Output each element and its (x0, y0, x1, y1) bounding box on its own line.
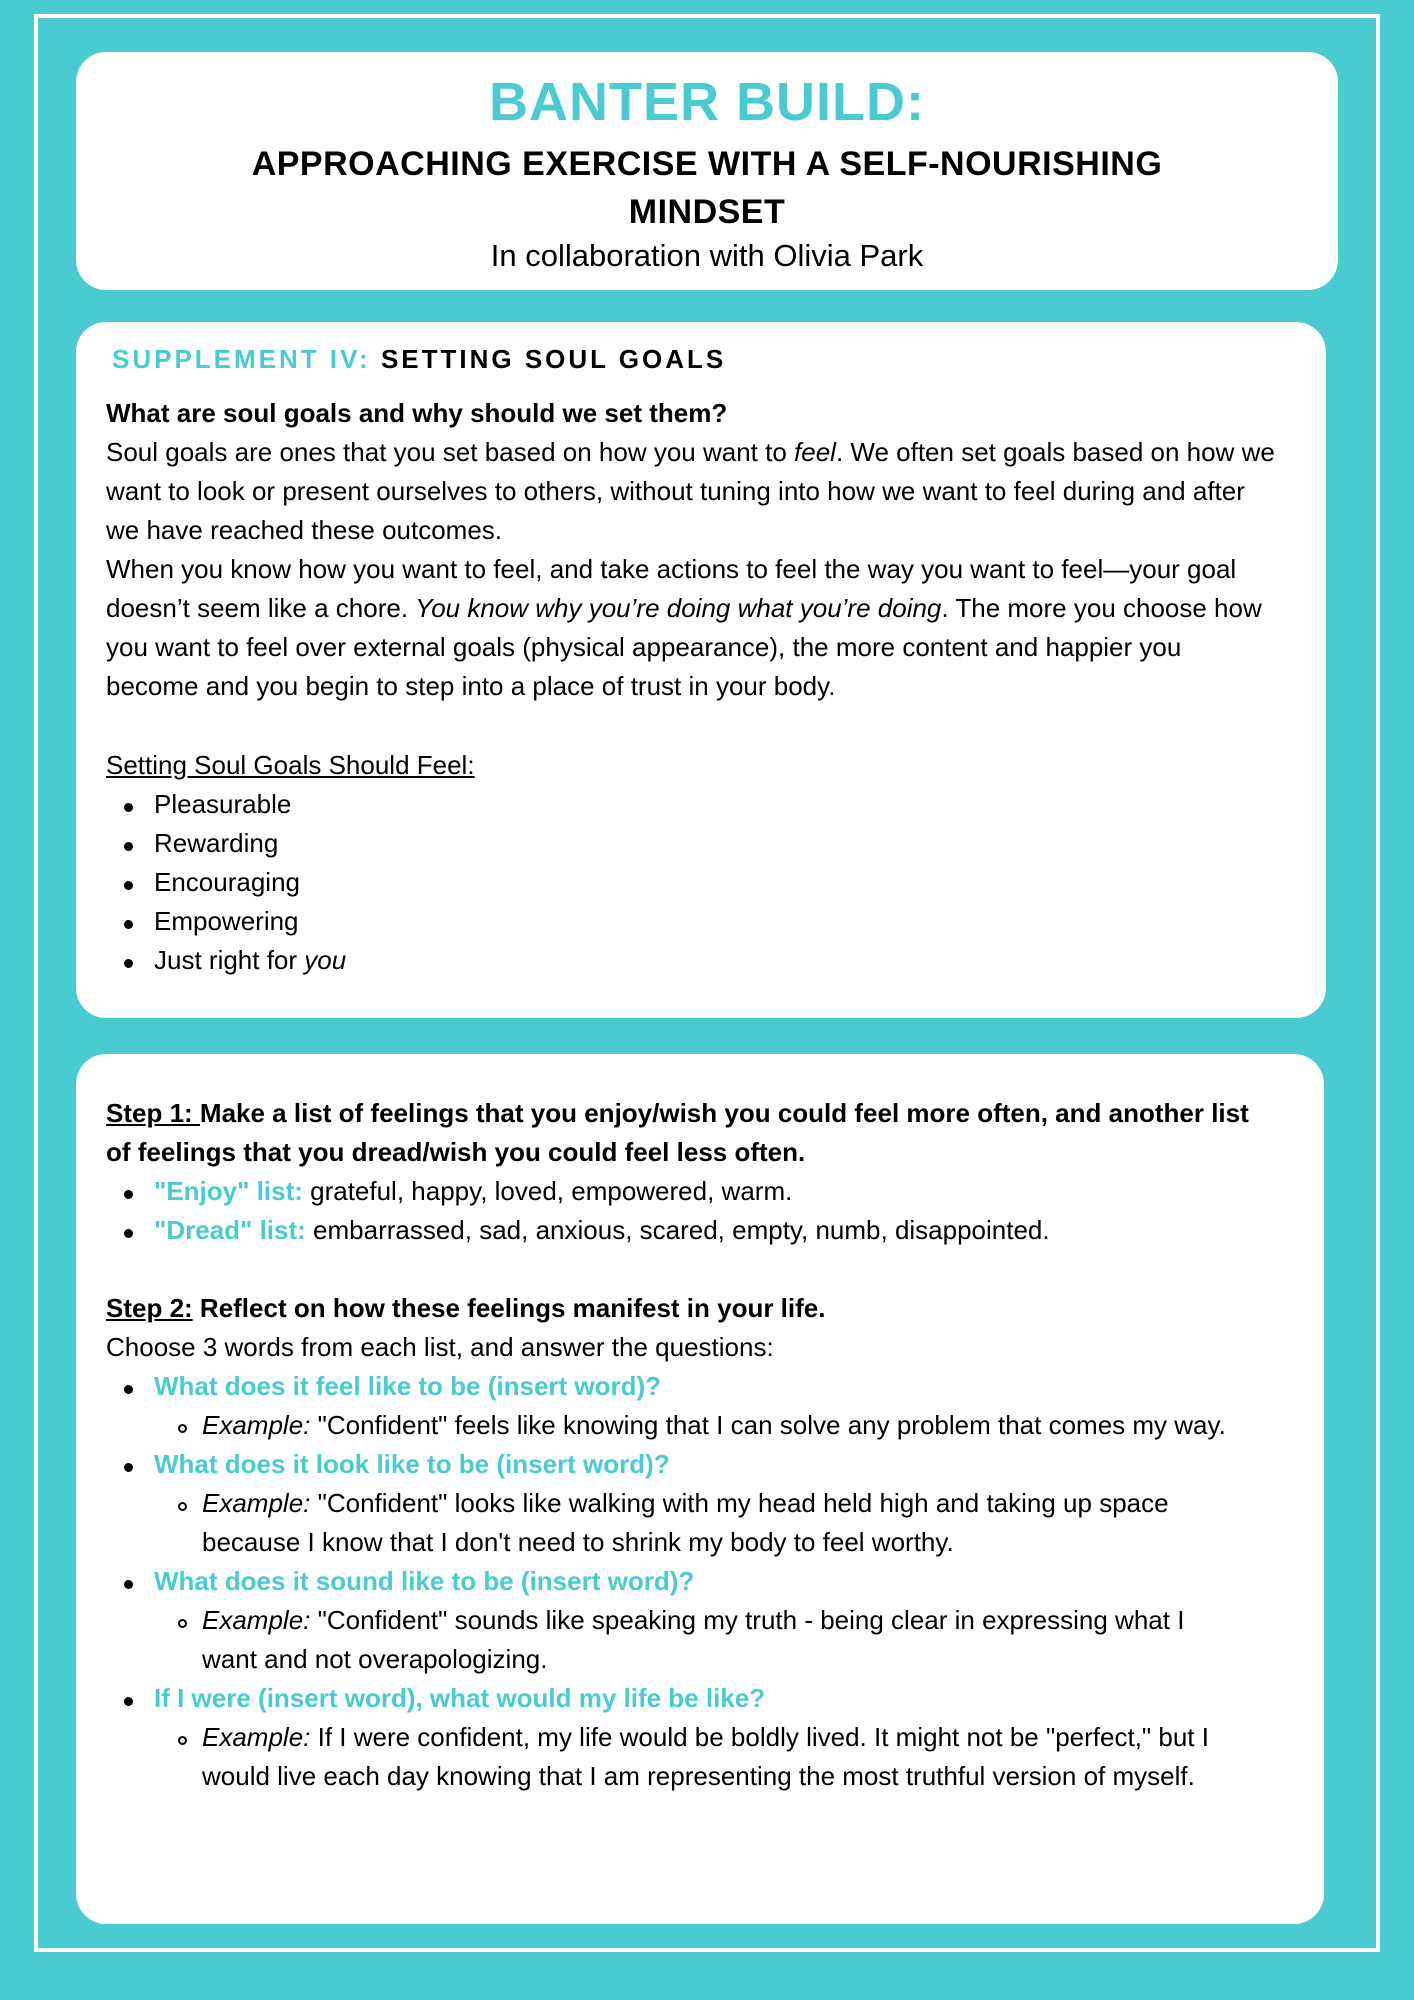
enjoy-list: "Enjoy" list: grateful, happy, loved, empowered, warm. (154, 1176, 793, 1206)
example-line-cont: would live each day knowing that I am representing the most truthful version of myself. (202, 1761, 1195, 1791)
paragraph1-line: want to look or present ourselves to others, without tuning into how we want to feel during and after (106, 476, 1245, 506)
list-title: Setting Soul Goals Should Feel: (106, 750, 475, 780)
bullet-icon (124, 803, 133, 812)
example-line: Example: "Confident" sounds like speaking my truth - being clear in expressing what I (202, 1605, 1185, 1635)
bullet-icon (124, 881, 133, 890)
soul-goals-question: What are soul goals and why should we set them? (106, 398, 728, 428)
circle-bullet-icon (178, 1424, 187, 1433)
list-item: Pleasurable (154, 789, 292, 819)
example-line: Example: If I were confident, my life would be boldly lived. It might not be "perfect," but I (202, 1722, 1209, 1752)
bullet-icon (124, 920, 133, 929)
dread-list: "Dread" list: embarrassed, sad, anxious, scared, empty, numb, disappointed. (154, 1215, 1050, 1245)
step1-heading: Step 1: Make a list of feelings that you enjoy/wish you could feel more often, and another list (106, 1098, 1249, 1128)
list-item: Rewarding (154, 828, 279, 858)
paragraph1-line: Soul goals are ones that you set based on how you want to feel. We often set goals based on how we (106, 437, 1275, 467)
list-item: Empowering (154, 906, 299, 936)
example-line: Example: "Confident" feels like knowing that I can solve any problem that comes my way. (202, 1410, 1226, 1440)
example-line-cont: want and not overapologizing. (202, 1644, 548, 1674)
supplement-card (76, 322, 1326, 1018)
paragraph2-line: When you know how you want to feel, and take actions to feel the way you want to feel—your goal (106, 554, 1237, 584)
bullet-icon (124, 1580, 133, 1589)
page-title: BANTER BUILD: (489, 72, 925, 132)
bullet-icon (124, 842, 133, 851)
circle-bullet-icon (178, 1619, 187, 1628)
paragraph1-line: we have reached these outcomes. (106, 515, 503, 545)
supplement-heading (112, 340, 726, 379)
paragraph2-line: you want to feel over external goals (physical appearance), the more content and happier you (106, 632, 1182, 662)
example-line-cont: because I know that I don't need to shrink my body to feel worthy. (202, 1527, 954, 1557)
circle-bullet-icon (178, 1736, 187, 1745)
step2-heading: Step 2: Reflect on how these feelings manifest in your life. (106, 1293, 826, 1323)
supplement-title: SETTING SOUL GOALS (380, 344, 727, 374)
bullet-icon (124, 1463, 133, 1472)
paragraph2-line: doesn’t seem like a chore. You know why you’re doing what you’re doing. The more you choose how (106, 593, 1262, 623)
question-item: What does it look like to be (insert word)? (154, 1449, 670, 1479)
bullet-icon (124, 1697, 133, 1706)
bullet-icon (124, 959, 133, 968)
list-item: Just right for you (154, 945, 347, 975)
bullet-icon (124, 1385, 133, 1394)
page-subtitle-line1: APPROACHING EXERCISE WITH A SELF-NOURISHING (251, 145, 1163, 183)
question-item: What does it feel like to be (insert word)? (154, 1371, 662, 1401)
step1-heading-cont: of feelings that you dread/wish you could feel less often. (106, 1137, 806, 1167)
circle-bullet-icon (178, 1502, 187, 1511)
question-item: What does it sound like to be (insert word)? (154, 1566, 695, 1596)
question-item: If I were (insert word), what would my life be like? (154, 1683, 766, 1713)
list-item: Encouraging (154, 867, 300, 897)
paragraph2-line: become and you begin to step into a place of trust in your body. (106, 671, 836, 701)
collaboration-credit: In collaboration with Olivia Park (490, 238, 924, 273)
bullet-icon (124, 1229, 133, 1238)
example-line: Example: "Confident" looks like walking with my head held high and taking up space (202, 1488, 1169, 1518)
page-subtitle-line2: MINDSET (628, 193, 786, 231)
supplement-label: SUPPLEMENT IV: (112, 344, 371, 374)
steps-card (76, 1054, 1324, 1924)
header-card (76, 52, 1338, 290)
step2-intro: Choose 3 words from each list, and answer the questions: (106, 1332, 774, 1362)
bullet-icon (124, 1190, 133, 1199)
